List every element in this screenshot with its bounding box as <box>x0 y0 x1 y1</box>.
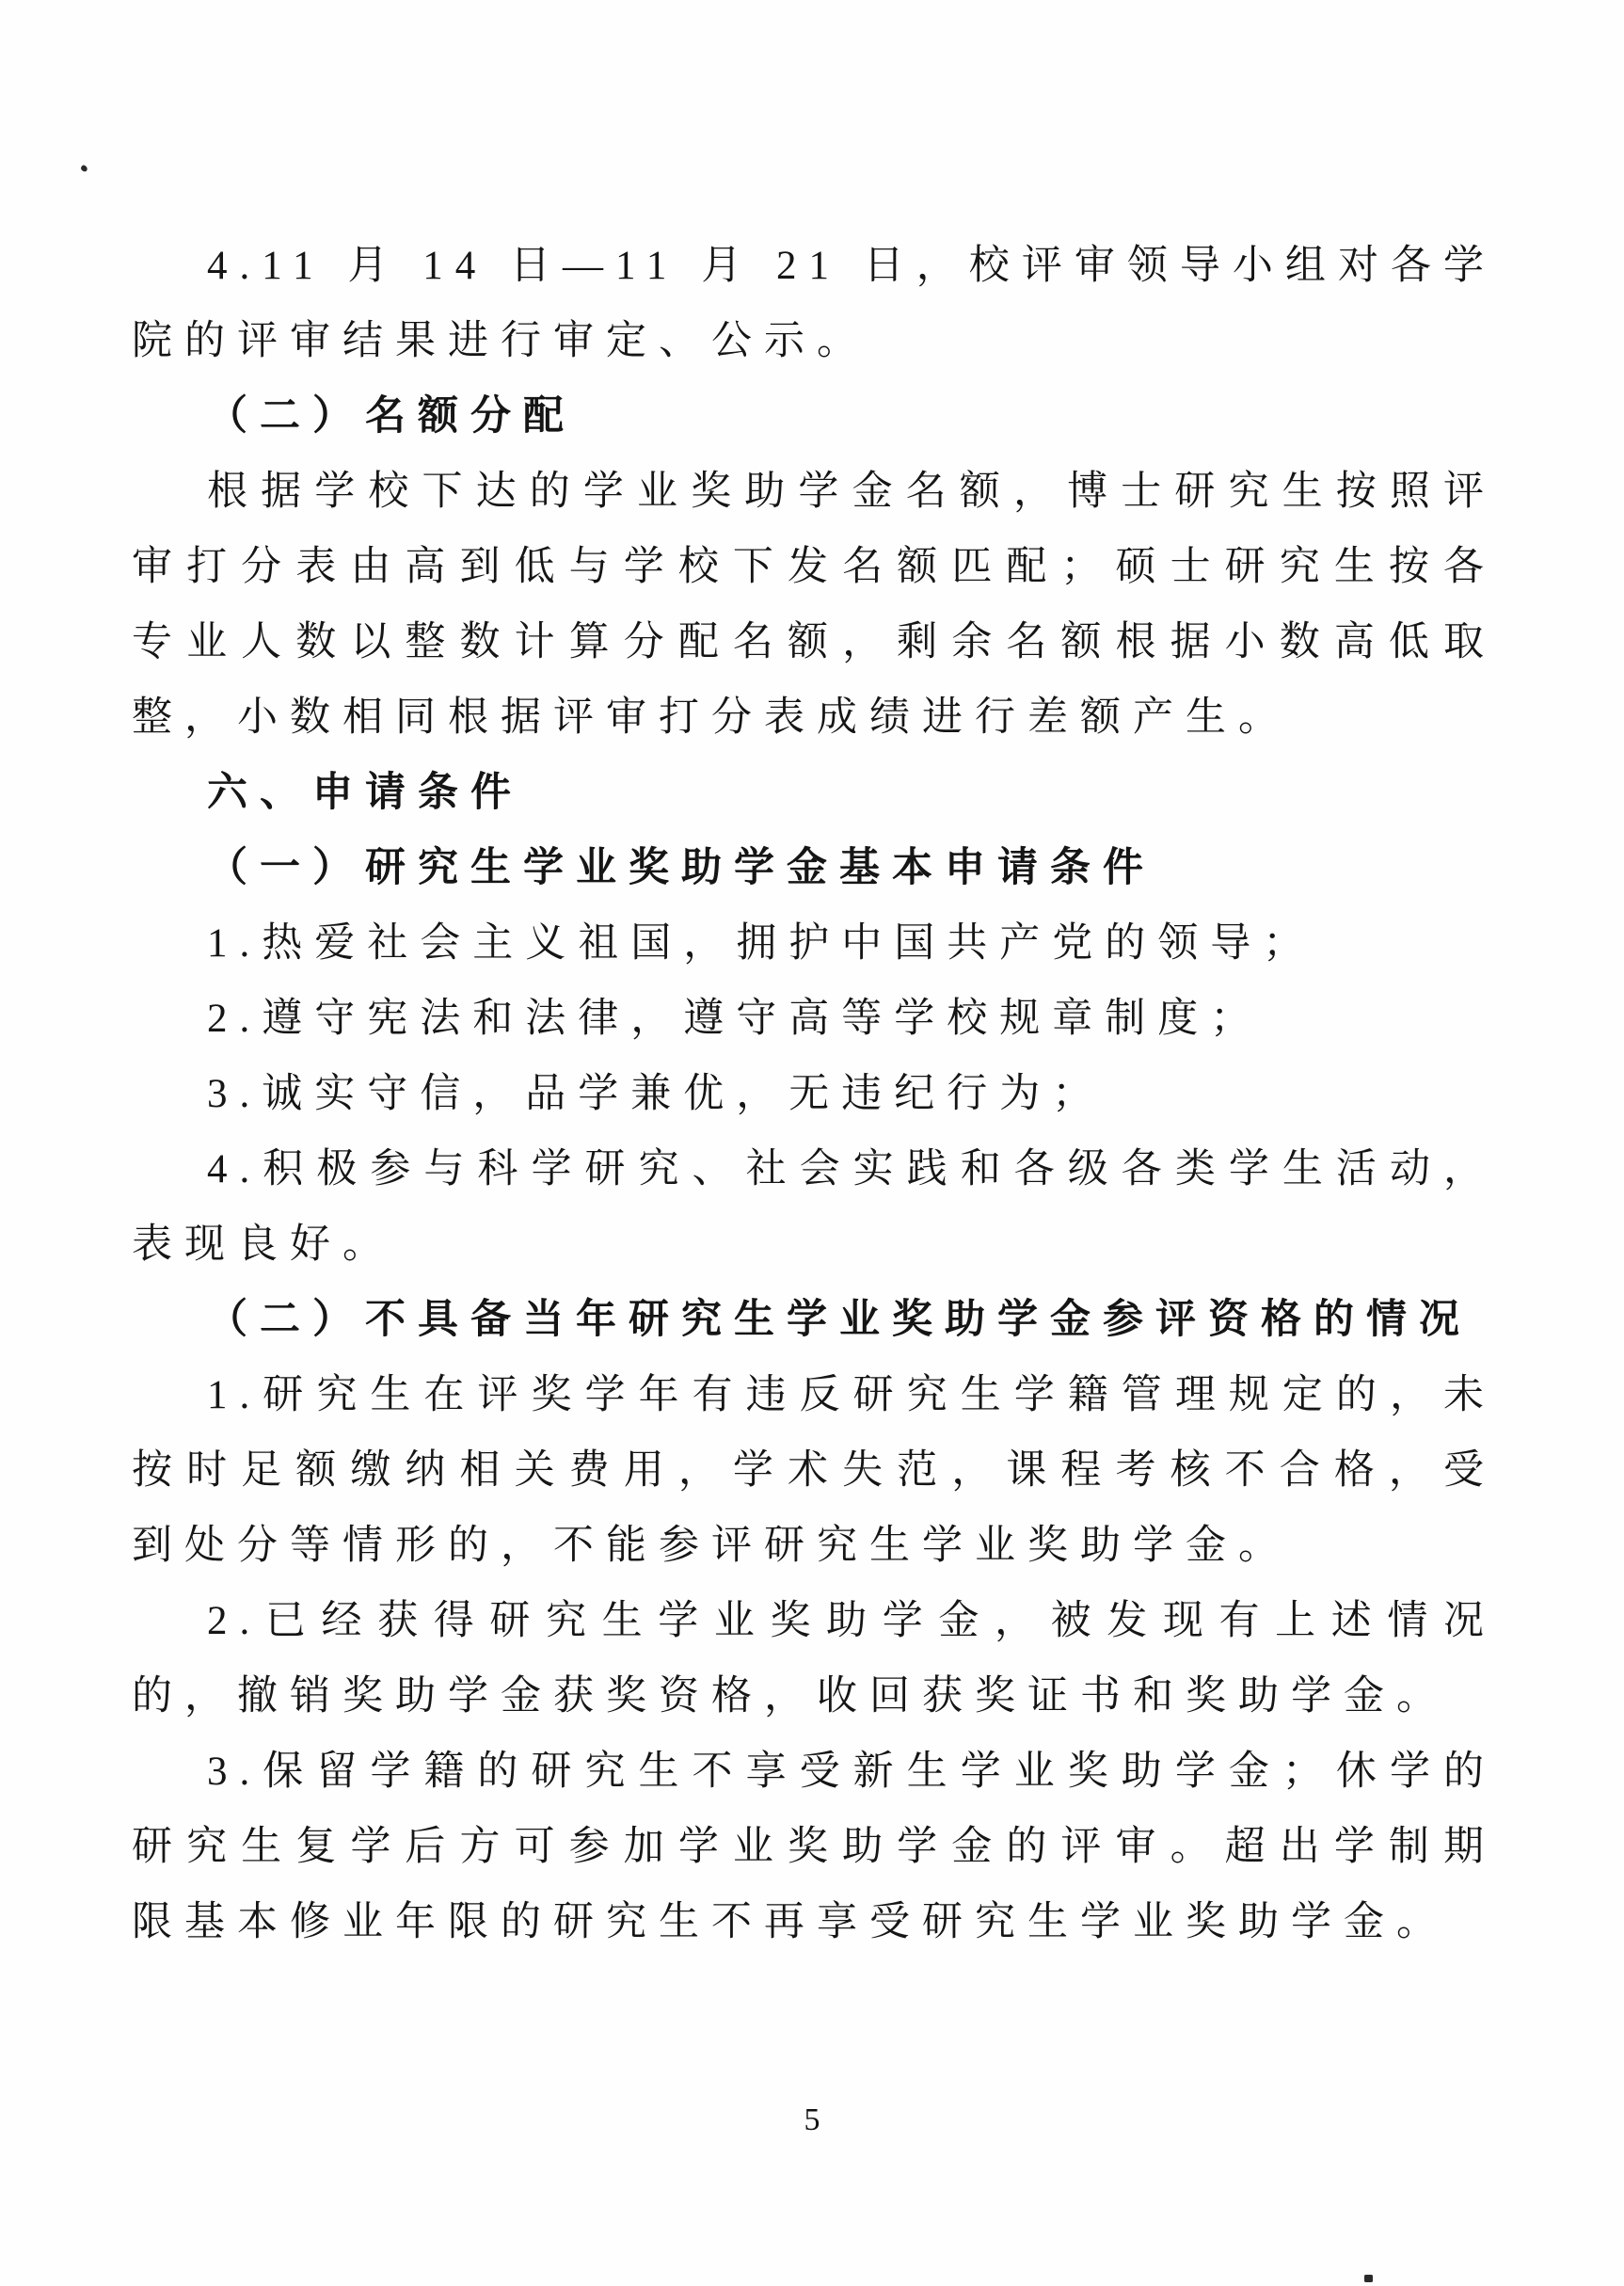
heading-ineligibility-cases: （二）不具备当年研究生学业奖助学金参评资格的情况 <box>207 1298 1472 1342</box>
scan-speck-top-left <box>80 165 88 173</box>
heading-quota-allocation: （二）名额分配 <box>207 394 576 439</box>
page-number: 5 <box>804 2102 820 2137</box>
heading-application-conditions: 六、申请条件 <box>207 771 523 815</box>
document-body <box>132 229 1496 1960</box>
scan-speck-bottom-right <box>1364 2275 1373 2282</box>
paragraph-review-schedule: 4.11 月 14 日—11 月 21 日，校评审领导小组对各学院的评审结果进行审定、公示。 <box>132 244 1496 363</box>
list-item-ineligibility-2: 2.已经获得研究生学业奖助学金，被发现有上述情况的，撤销奖助学金获奖资格，收回获奖证书和奖助学金。 <box>132 1599 1496 1718</box>
list-item-condition-4: 4.积极参与科学研究、社会实践和各级各类学生活动，表现良好。 <box>132 1147 1496 1267</box>
list-item-ineligibility-3: 3.保留学籍的研究生不享受新生学业奖助学金；休学的研究生复学后方可参加学业奖助学金的评审。超出学制期限基本修业年限的研究生不再享受研究生学业奖助学金。 <box>132 1750 1496 1944</box>
list-item-condition-2: 2.遵守宪法和法律，遵守高等学校规章制度； <box>207 997 1264 1041</box>
heading-basic-conditions: （一）研究生学业奖助学金基本申请条件 <box>207 846 1155 890</box>
list-item-ineligibility-1: 1.研究生在评奖学年有违反研究生学籍管理规定的，未按时足额缴纳相关费用，学术失范，课程考核不合格，受到处分等情形的，不能参评研究生学业奖助学金。 <box>132 1373 1496 1568</box>
page-footer <box>0 2102 1624 2138</box>
paragraph-quota-allocation: 根据学校下达的学业奖助学金名额，博士研究生按照评审打分表由高到低与学校下发名额匹配；硕士研究生按各专业人数以整数计算分配名额，剩余名额根据小数高低取整，小数相同根据评审打分表成绩进行差额产生。 <box>132 470 1496 740</box>
list-item-condition-3: 3.诚实守信，品学兼优，无违纪行为； <box>207 1072 1106 1116</box>
list-item-condition-1: 1.热爱社会主义祖国，拥护中国共产党的领导； <box>207 921 1316 966</box>
